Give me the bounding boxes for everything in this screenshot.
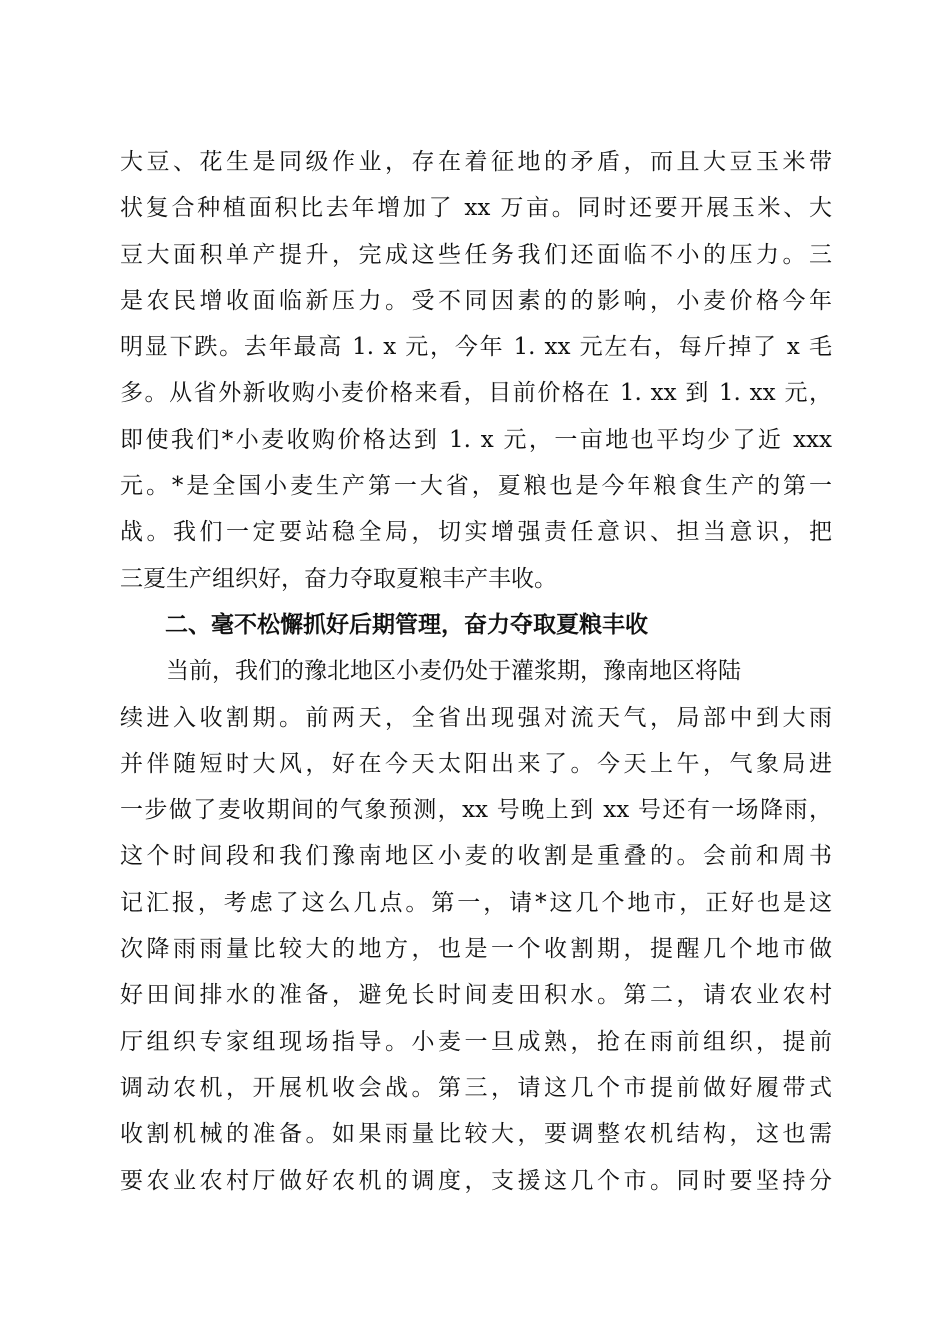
text-line: 大豆、花生是同级作业，存在着征地的矛盾，而且大豆玉米带 [120, 149, 832, 175]
text-line: 次降雨雨量比较大的地方，也是一个收割期，提醒几个地市做 [120, 936, 832, 963]
text-line: 三夏生产组织好，奋力夺取夏粮丰产丰收。 [120, 565, 557, 592]
text-line: 明显下跌。去年最高 1. x 元，今年 1. xx 元左右，每斤掉了 x 毛 [120, 334, 832, 361]
text-line: 好田间排水的准备，避免长时间麦田积水。第二，请农业农村 [120, 982, 832, 1009]
paragraph-continued [120, 139, 832, 1204]
text-line: 续进入收割期。前两天，全省出现强对流天气，局部中到大雨 [120, 704, 832, 731]
section-heading: 二、毫不松懈抓好后期管理，奋力夺取夏粮丰收 [165, 611, 648, 638]
text-line: 战。我们一定要站稳全局，切实增强责任意识、担当意识，把 [120, 519, 832, 546]
text-line: 即使我们*小麦收购价格达到 1. x 元，一亩地也平均少了近 xxx [120, 426, 832, 453]
text-line: 厅组织专家组现场指导。小麦一旦成熟，抢在雨前组织，提前 [120, 1028, 832, 1055]
text-line: 收割机械的准备。如果雨量比较大，要调整农机结构，这也需 [120, 1121, 832, 1148]
text-line: 当前，我们的豫北地区小麦仍处于灌浆期，豫南地区将陆 [166, 658, 741, 685]
text-line: 元。*是全国小麦生产第一大省，夏粮也是今年粮食生产的第一 [120, 473, 832, 500]
text-line: 一步做了麦收期间的气象预测，xx 号晚上到 xx 号还有一场降雨， [120, 797, 832, 824]
text-line: 多。从省外新收购小麦价格来看，目前价格在 1. xx 到 1. xx 元， [120, 380, 832, 407]
text-line: 豆大面积单产提升，完成这些任务我们还面临不小的压力。三 [120, 241, 832, 268]
text-line: 状复合种植面积比去年增加了 xx 万亩。同时还要开展玉米、大 [120, 195, 832, 222]
text-line: 并伴随短时大风，好在今天太阳出来了。今天上午，气象局进 [120, 750, 832, 777]
text-line: 调动农机，开展机收会战。第三，请这几个市提前做好履带式 [120, 1074, 832, 1101]
text-line: 这个时间段和我们豫南地区小麦的收割是重叠的。会前和周书 [120, 843, 832, 870]
text-line: 记汇报，考虑了这么几点。第一，请*这几个地市，正好也是这 [120, 889, 832, 916]
text-line: 要农业农村厅做好农机的调度，支援这几个市。同时要坚持分 [120, 1167, 832, 1194]
text-line: 是农民增收面临新压力。受不同因素的的影响，小麦价格今年 [120, 287, 832, 314]
